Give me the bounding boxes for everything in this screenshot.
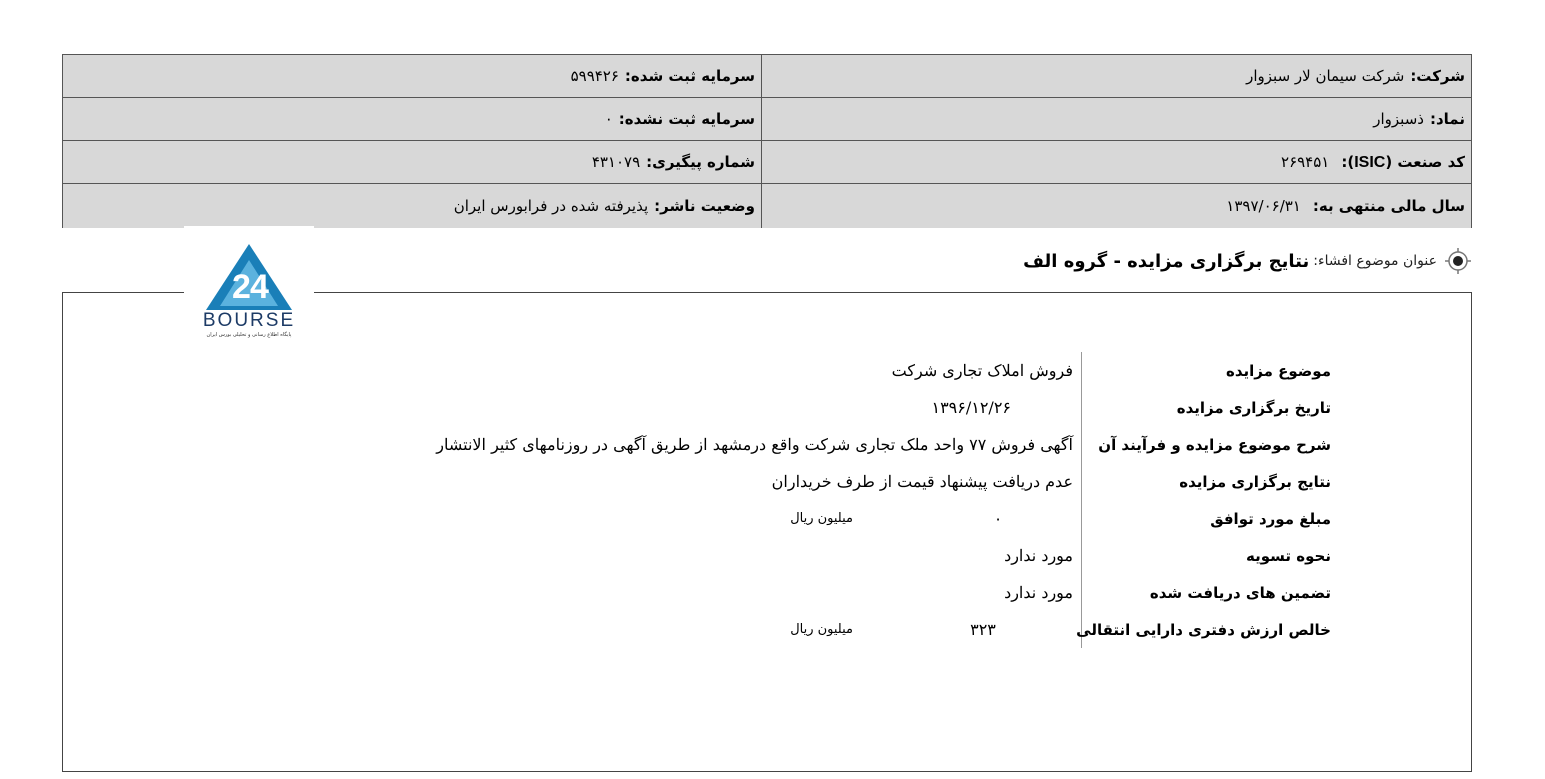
unregistered-capital-label: سرمایه ثبت نشده: [618, 110, 755, 128]
publisher-status-value: پذیرفته شده در فرابورس ایران [453, 197, 649, 215]
disclosure-subject [1023, 248, 1471, 274]
symbol-cell [761, 98, 1471, 140]
company-label: شرکت: [1410, 67, 1465, 85]
publisher-status-label: وضعیت ناشر: [654, 197, 755, 215]
logo-subtitle: پایگاه اطلاع رسانی و تحلیلی بورس ایران [206, 332, 292, 338]
auction-date-value: ۱۳۹۶/۱۲/۲۶ [931, 398, 1011, 417]
tracking-value: ۴۳۱۰۷۹ [591, 153, 641, 171]
settlement-value: مورد ندارد [1004, 546, 1073, 565]
net-book-value-label: خالص ارزش دفتری دارایی انتقالی [1081, 611, 1333, 648]
agreed-amount-unit: میلیون ریال [790, 511, 853, 526]
isic-label [1341, 153, 1465, 172]
info-row [63, 55, 1471, 98]
detail-row [436, 500, 1333, 537]
auction-subject-value: فروش املاک تجاری شرکت [891, 361, 1073, 380]
auction-subject-label: موضوع مزایده [1081, 352, 1333, 389]
guarantees-label: تضمین های دریافت شده [1081, 574, 1333, 611]
auction-description-label: شرح موضوع مزایده و فرآیند آن [1081, 426, 1333, 463]
svg-text:2: 2 [232, 268, 251, 306]
detail-row [436, 426, 1333, 463]
company-info-table [62, 54, 1472, 228]
subject-value: نتایج برگزاری مزایده - گروه الف [1023, 250, 1310, 272]
symbol-value: ذسبزوار [1373, 110, 1424, 128]
detail-row [436, 537, 1333, 574]
publisher-status-cell [63, 184, 761, 228]
agreed-amount-value: ۰ [993, 509, 1003, 528]
settlement-label: نحوه تسویه [1081, 537, 1333, 574]
auction-details [436, 352, 1333, 648]
unregistered-capital-value: ۰ [604, 110, 613, 128]
agreed-amount-group [790, 500, 1081, 537]
agreed-amount-label: مبلغ مورد توافق [1081, 500, 1333, 537]
detail-row [436, 611, 1333, 648]
registered-capital-label: سرمایه ثبت شده: [624, 67, 755, 85]
detail-row [436, 463, 1333, 500]
bourse-logo-mark-icon [184, 226, 314, 316]
auction-description-value: آگهی فروش ۷۷ واحد ملک تجاری شرکت واقع درمشهد از طریق آگهی در روزنامهای کثیر الانتشار [436, 435, 1073, 454]
guarantees-value: مورد ندارد [1004, 583, 1073, 602]
subject-label: عنوان موضوع افشاء: [1313, 253, 1437, 269]
svg-text:4: 4 [250, 268, 269, 306]
registered-capital-cell [63, 55, 761, 97]
fiscal-year-cell [761, 184, 1471, 228]
isic-value: ۲۶۹۴۵۱ [1281, 153, 1330, 171]
detail-row [436, 389, 1333, 426]
isic-label-en: ISIC [1354, 153, 1386, 171]
target-icon [1445, 248, 1471, 274]
net-book-value-unit: میلیون ریال [790, 622, 853, 637]
logo-word: BOURSE [202, 310, 296, 331]
fiscal-year-label: سال مالی منتهی به: [1312, 197, 1465, 215]
auction-date-label: تاریخ برگزاری مزایده [1081, 389, 1333, 426]
tracking-label: شماره پیگیری: [646, 153, 755, 171]
info-row [63, 184, 1471, 228]
isic-label-suffix: ): [1341, 152, 1355, 171]
isic-cell [761, 141, 1471, 183]
unregistered-capital-cell [63, 98, 761, 140]
registered-capital-value: ۵۹۹۴۲۶ [570, 67, 619, 85]
detail-row [436, 352, 1333, 389]
net-book-value-value: ۳۲۳ [970, 620, 996, 639]
net-book-value-group [790, 611, 1081, 648]
company-value: شرکت سیمان لار سبزوار [1246, 67, 1405, 85]
auction-results-label: نتایج برگزاری مزایده [1081, 463, 1333, 500]
isic-label-prefix: کد صنعت ( [1385, 152, 1465, 171]
info-row [63, 98, 1471, 141]
tracking-cell [63, 141, 761, 183]
fiscal-year-value: ۱۳۹۷/۰۶/۳۱ [1226, 197, 1301, 215]
info-row [63, 141, 1471, 184]
detail-row [436, 574, 1333, 611]
auction-results-value: عدم دریافت پیشنهاد قیمت از طرف خریداران [771, 472, 1073, 491]
bourse-logo [184, 226, 314, 350]
symbol-label: نماد: [1429, 110, 1465, 128]
company-cell [761, 55, 1471, 97]
